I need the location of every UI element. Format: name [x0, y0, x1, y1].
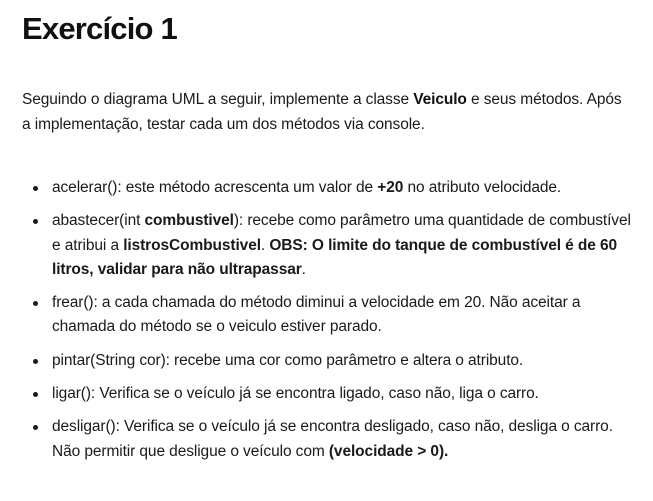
intro-paragraph: [22, 88, 632, 137]
page-title: Exercício 1: [22, 11, 177, 46]
bullet-icon: [33, 301, 38, 306]
method-item-acelerar: [0, 176, 640, 200]
bullet-icon: [33, 219, 38, 224]
bullet-icon: [33, 359, 38, 364]
method-item-ligar: [0, 382, 640, 406]
method-text: ): recebe como parâmetro uma quantidade de combustível e atribui a: [52, 212, 631, 254]
method-text: .: [260, 236, 270, 254]
method-bold: combustivel: [144, 212, 234, 230]
method-text: pintar(String cor): recebe uma cor como parâmetro e altera o atributo.: [52, 351, 524, 369]
bullet-icon: [33, 186, 38, 191]
method-bold: (velocidade > 0).: [328, 442, 449, 460]
method-text: ligar(): Verifica se o veículo já se encontra ligado, caso não, liga o carro.: [52, 385, 539, 403]
method-item-abastecer: [0, 209, 640, 282]
method-item-pintar: [0, 349, 640, 373]
method-note: OBS: O limite do tanque de combustível é de 60 litros, validar para não ultrapassar: [52, 236, 618, 278]
method-text: abastecer(int: [52, 212, 145, 230]
methods-list: [0, 176, 640, 473]
class-name: Veiculo: [413, 91, 467, 108]
method-text: .: [301, 260, 306, 278]
method-bold: listrosCombustivel: [123, 236, 261, 254]
method-text: frear(): a cada chamada do método diminui a velocidade em 20. Não aceitar a chamada do método se o veiculo estiver parado.: [52, 294, 581, 336]
method-text: acelerar(): este método acrescenta um valor de: [52, 179, 378, 196]
method-bold: +20: [377, 179, 404, 196]
method-text: desligar(): Verifica se o veículo já se encontra desligado, caso não, desliga o carro. Não permitir que desligue o veículo com: [52, 418, 613, 460]
method-item-desligar: [0, 415, 640, 464]
intro-text: Seguindo o diagrama UML a seguir, implemente a classe: [22, 91, 414, 108]
bullet-icon: [33, 392, 38, 397]
method-item-frear: [0, 291, 640, 340]
bullet-icon: [33, 425, 38, 430]
intro-text: e seus métodos. Após a implementação, testar cada um dos métodos via console.: [22, 91, 622, 133]
method-text: no atributo velocidade.: [403, 179, 562, 196]
